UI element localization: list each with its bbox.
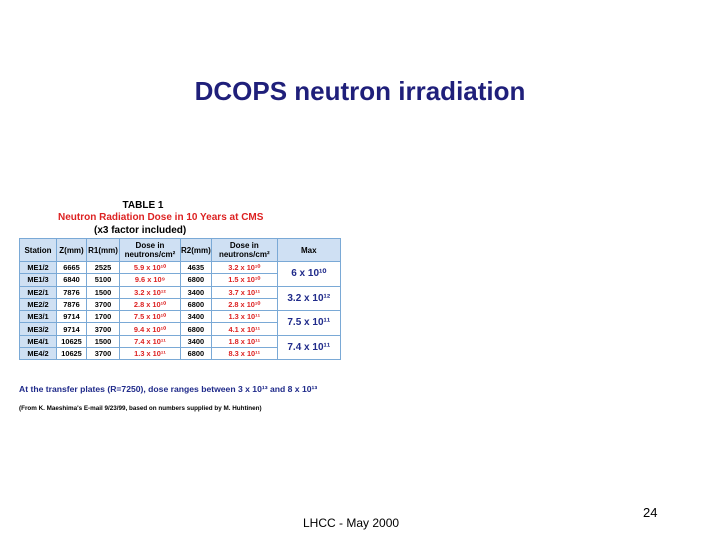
dose2-cell: 1.5 x 10¹⁰ bbox=[211, 274, 277, 286]
z-cell: 9714 bbox=[57, 323, 87, 335]
dose2-cell: 3.2 x 10¹⁰ bbox=[211, 262, 277, 274]
header-max: Max bbox=[277, 239, 340, 262]
z-cell: 7876 bbox=[57, 286, 87, 298]
dose1-cell: 9.6 x 10⁹ bbox=[120, 274, 181, 286]
dose2-cell: 8.3 x 10¹¹ bbox=[211, 348, 277, 360]
r1-cell: 1500 bbox=[87, 335, 120, 347]
z-cell: 10625 bbox=[57, 335, 87, 347]
dose1-cell: 3.2 x 10¹² bbox=[120, 286, 181, 298]
r1-cell: 3700 bbox=[87, 348, 120, 360]
station-cell: ME3/2 bbox=[20, 323, 57, 335]
table-caption-subtitle: Neutron Radiation Dose in 10 Years at CMS bbox=[58, 212, 264, 223]
r1-cell: 5100 bbox=[87, 274, 120, 286]
page-number: 24 bbox=[643, 505, 658, 520]
r1-cell: 1500 bbox=[87, 286, 120, 298]
r2-cell: 6800 bbox=[181, 274, 212, 286]
dose2-cell: 1.3 x 10¹¹ bbox=[211, 311, 277, 323]
z-cell: 7876 bbox=[57, 298, 87, 310]
source-note: (From K. Maeshima's E-mail 9/23/99, based on numbers supplied by M. Huhtinen) bbox=[19, 405, 262, 412]
r2-cell: 6800 bbox=[181, 298, 212, 310]
r1-cell: 2525 bbox=[87, 262, 120, 274]
station-cell: ME1/3 bbox=[20, 274, 57, 286]
r1-cell: 3700 bbox=[87, 323, 120, 335]
z-cell: 10625 bbox=[57, 348, 87, 360]
r1-cell: 1700 bbox=[87, 311, 120, 323]
table-header-row bbox=[20, 239, 341, 262]
dose1-cell: 1.3 x 10¹¹ bbox=[120, 348, 181, 360]
max-cell: 7.4 x 10¹¹ bbox=[277, 335, 340, 360]
r2-cell: 3400 bbox=[181, 335, 212, 347]
table-row bbox=[20, 286, 341, 298]
station-cell: ME4/2 bbox=[20, 348, 57, 360]
z-cell: 9714 bbox=[57, 311, 87, 323]
dose2-cell: 2.8 x 10¹⁰ bbox=[211, 298, 277, 310]
station-cell: ME3/1 bbox=[20, 311, 57, 323]
dose2-cell: 1.8 x 10¹¹ bbox=[211, 335, 277, 347]
header-r2: R2(mm) bbox=[181, 239, 212, 262]
dose1-cell: 9.4 x 10¹⁰ bbox=[120, 323, 181, 335]
table-caption bbox=[58, 200, 338, 236]
table-row bbox=[20, 262, 341, 274]
r2-cell: 3400 bbox=[181, 311, 212, 323]
header-station: Station bbox=[20, 239, 57, 262]
dose2-cell: 3.7 x 10¹¹ bbox=[211, 286, 277, 298]
dose1-cell: 2.8 x 10¹⁰ bbox=[120, 298, 181, 310]
station-cell: ME2/1 bbox=[20, 286, 57, 298]
station-cell: ME4/1 bbox=[20, 335, 57, 347]
r2-cell: 6800 bbox=[181, 348, 212, 360]
table-row bbox=[20, 311, 341, 323]
dose1-cell: 5.9 x 10¹⁰ bbox=[120, 262, 181, 274]
r1-cell: 3700 bbox=[87, 298, 120, 310]
r2-cell: 6800 bbox=[181, 323, 212, 335]
header-z: Z(mm) bbox=[57, 239, 87, 262]
max-cell: 3.2 x 10¹² bbox=[277, 286, 340, 311]
dose1-cell: 7.5 x 10¹⁰ bbox=[120, 311, 181, 323]
z-cell: 6665 bbox=[57, 262, 87, 274]
header-r1: R1(mm) bbox=[87, 239, 120, 262]
station-cell: ME2/2 bbox=[20, 298, 57, 310]
header-dose1: Dose in neutrons/cm² bbox=[120, 239, 181, 262]
table-caption-title: TABLE 1 bbox=[122, 200, 164, 211]
table-caption-factor: (x3 factor included) bbox=[94, 225, 187, 236]
dose2-cell: 4.1 x 10¹¹ bbox=[211, 323, 277, 335]
station-cell: ME1/2 bbox=[20, 262, 57, 274]
table-row bbox=[20, 335, 341, 347]
header-dose2: Dose in neutrons/cm² bbox=[211, 239, 277, 262]
transfer-plates-note: At the transfer plates (R=7250), dose ranges between 3 x 10¹³ and 8 x 10¹³ bbox=[19, 384, 318, 394]
r2-cell: 3400 bbox=[181, 286, 212, 298]
z-cell: 6840 bbox=[57, 274, 87, 286]
slide-footer: LHCC - May 2000 bbox=[303, 516, 400, 530]
slide-title: DCOPS neutron irradiation bbox=[194, 76, 526, 106]
r2-cell: 4635 bbox=[181, 262, 212, 274]
dose-table bbox=[19, 238, 341, 360]
dose1-cell: 7.4 x 10¹¹ bbox=[120, 335, 181, 347]
max-cell: 7.5 x 10¹¹ bbox=[277, 311, 340, 336]
max-cell: 6 x 10¹⁰ bbox=[277, 262, 340, 287]
